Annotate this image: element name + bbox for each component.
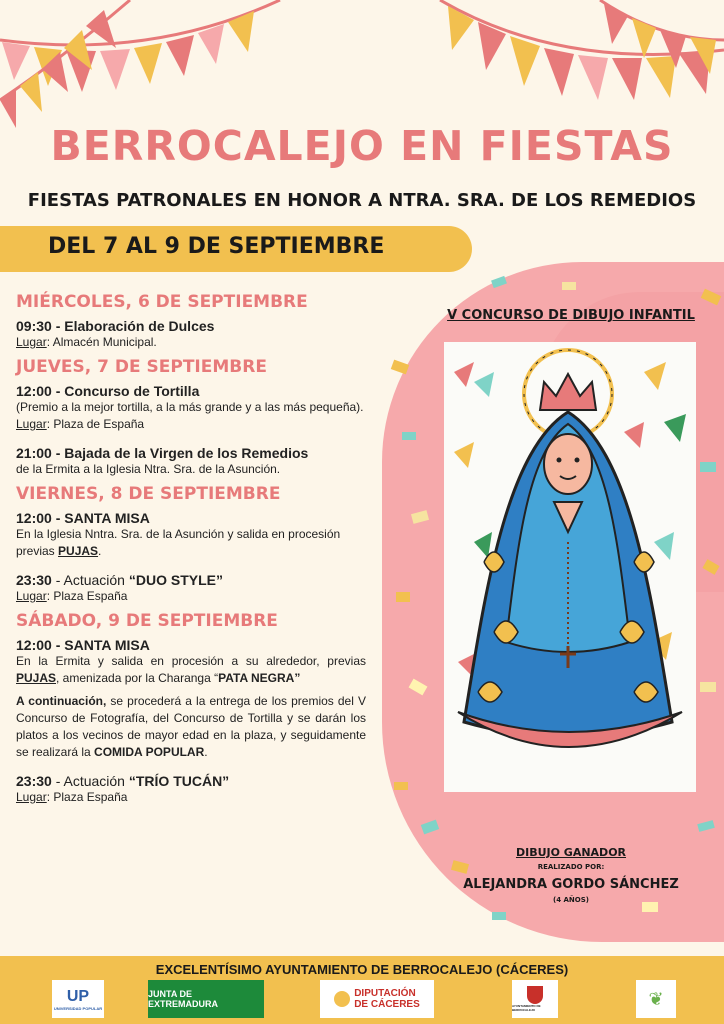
diputacion-emblem-icon (334, 991, 350, 1007)
bunting-decoration (0, 0, 724, 130)
event-title: 09:30 - Elaboración de Dulces (16, 318, 215, 334)
date-range: DEL 7 AL 9 DE SEPTIEMBRE (48, 234, 385, 259)
event-description: En la Iglesia Nntra. Sra. de la Asunción y salida en procesión previas PUJAS. (16, 527, 341, 558)
event-description: (Premio a la mejor tortilla, a la más grande y a las más pequeña). (16, 400, 364, 414)
poster-title: BERROCALEJO EN FIESTAS (50, 122, 674, 170)
program-schedule (16, 286, 366, 806)
event-title: 21:00 - Bajada de la Virgen de los Remedios (16, 445, 309, 461)
event-description: A continuación, se procederá a la entrega de los premios del V Concurso de Fotografía, del Concurso de Tortilla y se darán los platos a los vecinos de mayor edad en la plaza, y seguidamente se realizará la COMIDA POPULAR. (16, 694, 366, 759)
day-heading: MIÉRCOLES, 6 DE SEPTIEMBRE (16, 292, 308, 312)
made-by-label: REALIZADO POR: (537, 863, 605, 871)
event-description: En la Ermita y salida en procesión a su alrededor, previas PUJAS, amenizada por la Charanga “PATA NEGRA” (16, 654, 366, 685)
virgin-drawing (444, 342, 696, 792)
event-description: de la Ermita a la Iglesia Ntra. Sra. de la Asunción. (16, 462, 281, 476)
day-heading: VIERNES, 8 DE SEPTIEMBRE (16, 484, 281, 504)
poster-subtitle: FIESTAS PATRONALES EN HONOR A NTRA. SRA. DE LOS REMEDIOS (27, 190, 697, 211)
universidad-popular-logo: UP UNIVERSIDAD POPULAR (52, 980, 104, 1018)
event-place: Lugar: Plaza España (16, 589, 128, 603)
event-place: Lugar: Plaza España (16, 790, 128, 804)
footer-title: EXCELENTÍSIMO AYUNTAMIENTO DE BERROCALEJO (CÁCERES) (155, 962, 569, 977)
event-title: 23:30 - Actuación “TRÍO TUCÁN” (16, 773, 230, 789)
winner-name: ALEJANDRA GORDO SÁNCHEZ (463, 877, 679, 892)
event-place: Lugar: Almacén Municipal. (16, 335, 157, 349)
event-title: 12:00 - SANTA MISA (16, 510, 150, 526)
coat-of-arms-icon (527, 986, 543, 1004)
contest-winner (440, 846, 702, 904)
winner-label: DIBUJO GANADOR (515, 846, 627, 859)
ayuntamiento-logo: AYUNTAMIENTO DE BERROCALEJO (512, 980, 558, 1018)
day-heading: SÁBADO, 9 DE SEPTIEMBRE (16, 611, 278, 631)
winner-age: (4 AÑOS) (553, 896, 589, 904)
event-place: Lugar: Plaza de España (16, 417, 145, 431)
day-heading: JUEVES, 7 DE SEPTIEMBRE (16, 357, 267, 377)
diputacion-caceres-logo: DIPUTACIÓN DE CÁCERES (320, 980, 434, 1018)
event-title: 12:00 - Concurso de Tortilla (16, 383, 200, 399)
event-title: 12:00 - SANTA MISA (16, 637, 150, 653)
event-title: 23:30 - Actuación “DUO STYLE” (16, 572, 223, 588)
leaf-icon: ❦ (648, 988, 664, 1009)
asociacion-logo (636, 980, 676, 1018)
junta-extremadura-logo: JUNTA DE EXTREMADURA (148, 980, 264, 1018)
contest-title: V CONCURSO DE DIBUJO INFANTIL (447, 308, 695, 323)
